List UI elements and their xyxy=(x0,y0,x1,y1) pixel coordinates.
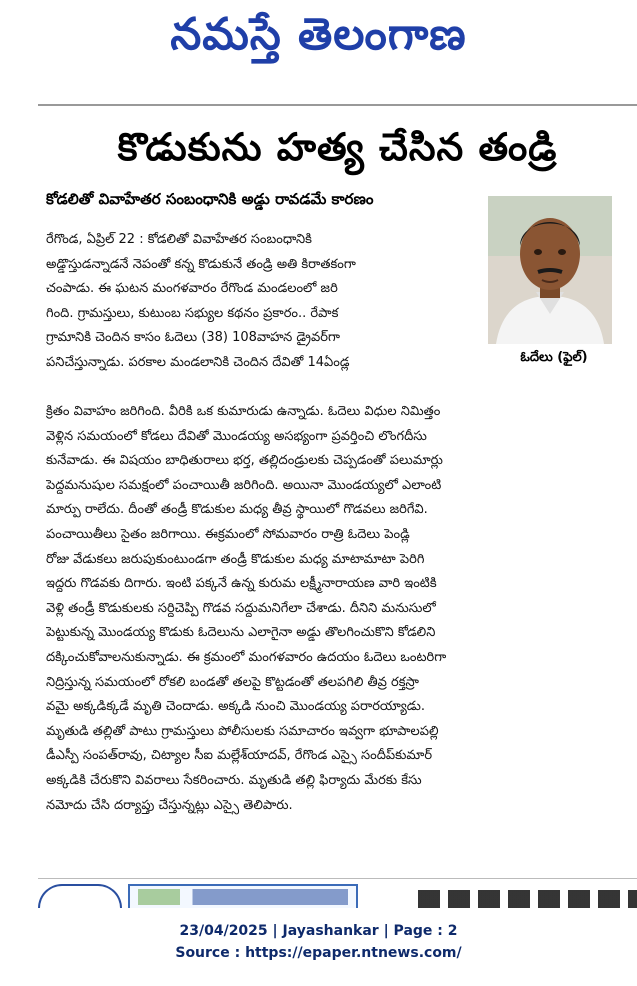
article-photo xyxy=(488,196,612,344)
cropped-headline-icon xyxy=(418,890,637,908)
footer-date-edition: 23/04/2025 | Jayashankar | Page : 2 xyxy=(179,923,458,939)
masthead-divider xyxy=(38,104,637,106)
photo-caption: ఓదేలు (ఫైల్) xyxy=(520,350,588,365)
body-line: అడ్డొస్తుడన్నాడనే నెపంతో కన్న కొడుకునే తండ్రి అతి కిరాతకంగా xyxy=(46,256,356,272)
body-line: మృతుడి తల్లితో పాటు గ్రామస్తులు పోలీసులకు సమాచారం ఇవ్వగా భూపాలపల్లి xyxy=(46,723,439,739)
article-body-narrow xyxy=(46,228,482,376)
body-line: వెళ్లి తండ్రీ కొడుకులకు సర్దిచెప్పి గొడవ సద్దుమనిగేలా చేశాడు. దీనిని మనుసులో xyxy=(46,600,436,616)
body-line: గ్రామానికి చెందిన కాసం ఓదెలు (38) 108వాహన డ్రైవర్‌గా xyxy=(46,330,340,346)
masthead xyxy=(0,0,637,80)
banner-logo-icon xyxy=(138,889,348,905)
body-line: రేగొండ, ఏప్రిల్ 22 : కోడలితో వివాహేతర సంబంధానికి xyxy=(46,232,312,247)
seal-logo-icon xyxy=(38,884,122,908)
bottom-divider xyxy=(38,878,637,879)
person-photo-icon xyxy=(488,196,612,344)
body-line: డీఎస్పీ సంపత్‌రావు, చిట్యాల సీఐ మల్లేశ్‌యాదవ్, రేగొండ ఎస్సై సందీప్‌కుమార్ xyxy=(46,748,433,764)
body-line: చంపాడు. ఈ ఘటన మంగళవారం రేగొండ మండలంలో జరి xyxy=(46,281,338,297)
body-line: నిద్రిస్తున్న సమయంలో రోకలి బండతో తలపై కొట్టడంతో తలపగిలి తీవ్ర రక్తస్రా xyxy=(46,674,419,690)
body-line: మార్పు రాలేదు. దీంతో తండ్రీ కొడుకుల మధ్య తీవ్ర స్థాయిలో గొడవలు జరిగేవి. xyxy=(46,502,428,518)
body-line: పెద్దమనుషుల సమక్షంలో పంచాయితీ జరిగింది. అయినా మొండయ్యలో ఎలాంటి xyxy=(46,477,442,493)
advertisement-banner xyxy=(128,884,358,908)
article-headline: కొడుకును హత్య చేసిన తండ్రి xyxy=(117,125,558,169)
footer-source-link[interactable]: Source : https://epaper.ntnews.com/ xyxy=(175,945,462,961)
body-line: క్రితం వివాహం జరిగింది. వీరికి ఒక కుమారుడు ఉన్నాడు. ఓదెలు విధుల నిమిత్తం xyxy=(46,404,441,419)
body-line: నమోదు చేసి దర్యాప్తు చేస్తున్నట్లు ఎస్సై తెలిపారు. xyxy=(46,797,293,813)
body-line: అక్కడికి చేరుకొని వివరాలు సేకరించారు. మృతుడి తల్లి ఫిర్యాదు మేరకు కేసు xyxy=(46,772,422,788)
body-line: దక్కించుకోవాలనుకున్నాడు. ఈ క్రమంలో మంగళవారం ఉదయం ఓదెలు ఒంటరిగా xyxy=(46,649,447,665)
article-body-wide xyxy=(46,400,630,818)
body-line: పెట్టుకున్న మొండయ్య కొడుకు ఓదెలును ఎలాగైనా అడ్డు తొలగించుకొని కోడలిని xyxy=(46,625,436,641)
article-subheadline: కోడలితో వివాహేతర సంబంధానికి అడ్డు రావడమే కారణం xyxy=(46,190,374,208)
body-line: ఇద్దరు గొడవకు దిగారు. ఇంటి పక్కనే ఉన్న కురుమ లక్ష్మీనారాయణ వారి ఇంటికి xyxy=(46,576,437,592)
body-line: పనిచేస్తున్నాడు. పరకాల మండలానికి చెందిన దేవితో 14ఏండ్ల xyxy=(46,354,350,370)
body-line: వెళ్లిన సమయంలో కోడలు దేవితో మొండయ్య అసభ్యంగా ప్రవర్తించి లొంగదీసు xyxy=(46,428,427,444)
next-article-strip xyxy=(38,884,637,908)
body-line: గింది. గ్రామస్తులు, కుటుంబ సభ్యుల కథనం ప్రకారం.. రేపాక xyxy=(46,305,339,321)
body-line: రోజు వేడుకలు జరుపుకుంటుండగా తండ్రీ కొడుకుల మధ్య మాటామాటా పెరిగి xyxy=(46,551,425,567)
body-line: వమై అక్కడిక్కడే మృతి చెందాడు. అక్కడి నుంచి మొండయ్య పరారయ్యాడు. xyxy=(46,699,426,715)
masthead-title: నమస్తే తెలంగాణ xyxy=(170,9,467,60)
body-line: కునేవాడు. ఈ విషయం బాధితురాలు భర్త, తల్లిదండ్రులకు చెప్పడంతో పలుమార్లు xyxy=(46,453,443,469)
body-line: పంచాయితీలు సైతం జరిగాయి. ఈక్రమంలో సోమవారం రాత్రి ఓదెలు పెండ్లి xyxy=(46,526,410,542)
epaper-footer xyxy=(0,920,637,964)
